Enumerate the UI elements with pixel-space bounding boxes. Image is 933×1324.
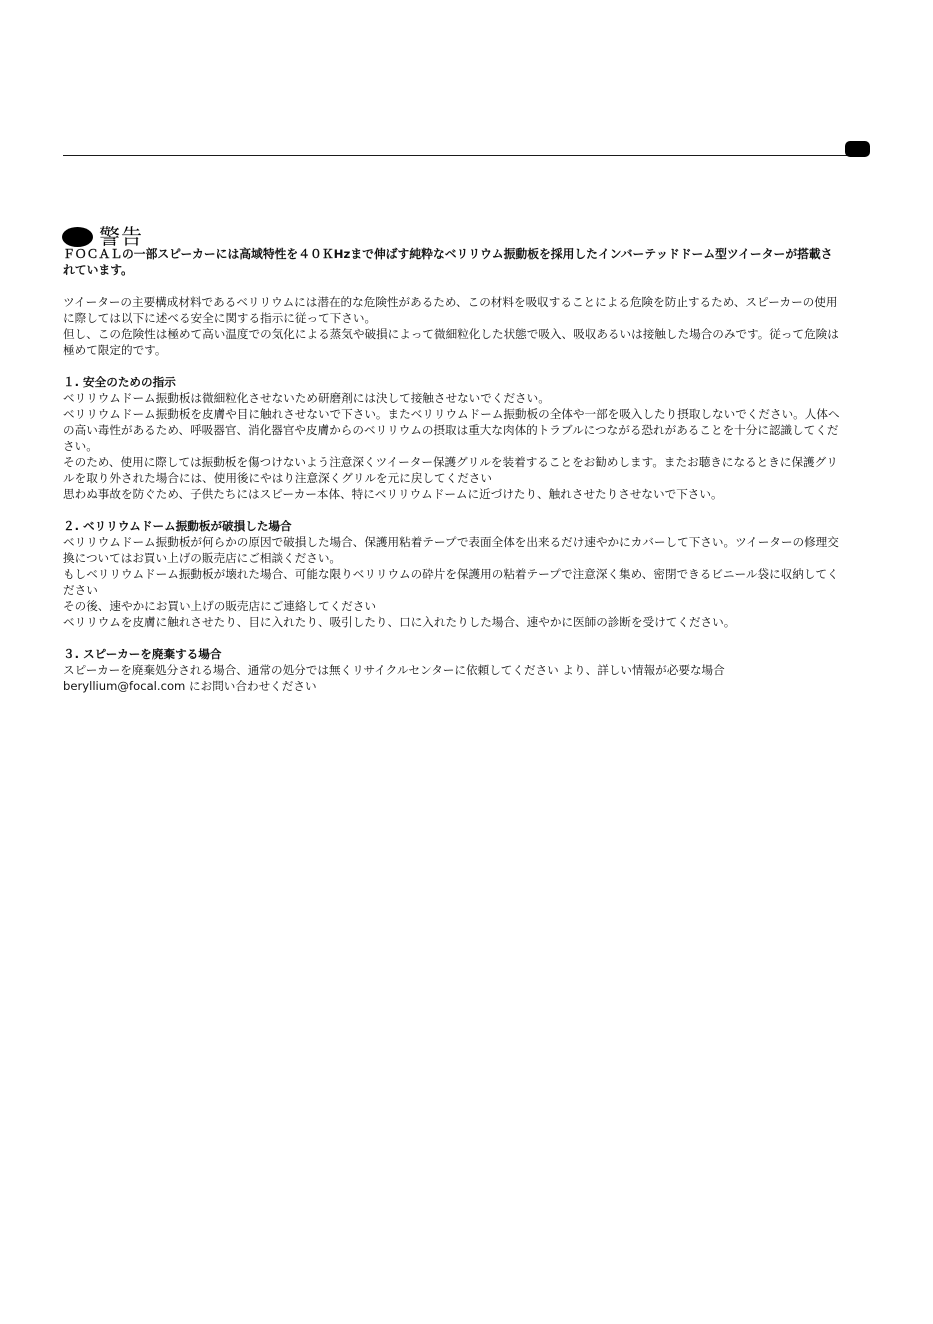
warning-intro: ＦＯＣＡＬの一部スピーカーには高域特性を４０ＫHzまで伸ばす純粋なベリリウム振動板を採用したインバーテッドドーム型ツイーターが搭載されています。 bbox=[63, 247, 833, 277]
section-paragraph: 思わぬ事故を防ぐため、子供たちにはスピーカー本体、特にベリリウムドームに近づけたり、触れさせたりさせないで下さい。 bbox=[63, 487, 723, 501]
section-paragraph: ベリリウムドーム振動板は微細粒化させないため研磨剤には決して接触させないでください。 bbox=[63, 391, 550, 405]
section-paragraph: ベリリウムを皮膚に触れさせたり、目に入れたり、吸引したり、口に入れたりした場合、速やかに医師の診断を受けてください。 bbox=[63, 615, 736, 629]
section-title: ２. ベリリウムドーム振動板が破損した場合 bbox=[63, 519, 292, 533]
overview-paragraph: 但し、この危険性は極めて高い温度での気化による蒸気や破損によって微細粒化した状態で吸入、吸収あるいは接触した場合のみです。従って危険は極めて限定的です。 bbox=[63, 327, 839, 357]
section-paragraph: もしベリリウムドーム振動板が壊れた場合、可能な限りベリリウムの砕片を保護用の粘着テープで注意深く集め、密閉できるビニール袋に収納してください bbox=[63, 567, 839, 597]
overview-block bbox=[63, 294, 843, 358]
warning-content bbox=[63, 246, 843, 694]
section-disposal bbox=[63, 646, 843, 694]
section-paragraph: スピーカーを廃棄処分される場合、通常の処分では無くリサイクルセンターに依頼してください より、詳しい情報が必要な場合 bbox=[63, 663, 725, 677]
section-paragraph: その後、速やかにお買い上げの販売店にご連絡してください bbox=[63, 599, 377, 613]
section-paragraph: そのため、使用に際しては振動板を傷つけないよう注意深くツイーター保護グリルを装着することをお勧めします。またお聴きになるときに保護グリルを取り外された場合には、使用後にやはり注意深くグリルを元に戻してください bbox=[63, 455, 838, 485]
overview-paragraph: ツイーターの主要構成材料であるベリリウムには潜在的な危険性があるため、この材料を吸収することによる危険を防止するため、スピーカーの使用に際しては以下に述べる安全に関する指示に従って下さい。 bbox=[63, 295, 838, 325]
header-rule bbox=[63, 155, 847, 156]
warning-bullet-icon bbox=[62, 227, 93, 247]
section-paragraph: ベリリウムドーム振動板を皮膚や目に触れさせないで下さい。またベリリウムドーム振動板の全体や一部を吸入したり摂取しないでください。人体への高い毒性があるため、呼吸器官、消化器官や皮膚からのベリリウムの摂取は重大な肉体的トラブルにつながる恐れがあることを十分に認識してください。 bbox=[63, 407, 840, 453]
section-safety bbox=[63, 374, 843, 502]
section-paragraph: ベリリウムドーム振動板が何らかの原因で破損した場合、保護用粘着テープで表面全体を出来るだけ速やかにカバーして下さい。ツイーターの修理交換についてはお買い上げの販売店にご相談ください。 bbox=[63, 535, 839, 565]
warning-title: 警告 bbox=[99, 225, 143, 249]
section-title: ３. スピーカーを廃棄する場合 bbox=[63, 647, 222, 661]
section-damage bbox=[63, 518, 843, 630]
section-title: １. 安全のための指示 bbox=[63, 375, 176, 389]
contact-email-line: beryllium@focal.com にお問い合わせください bbox=[63, 679, 317, 693]
page-tab-marker bbox=[845, 141, 870, 157]
